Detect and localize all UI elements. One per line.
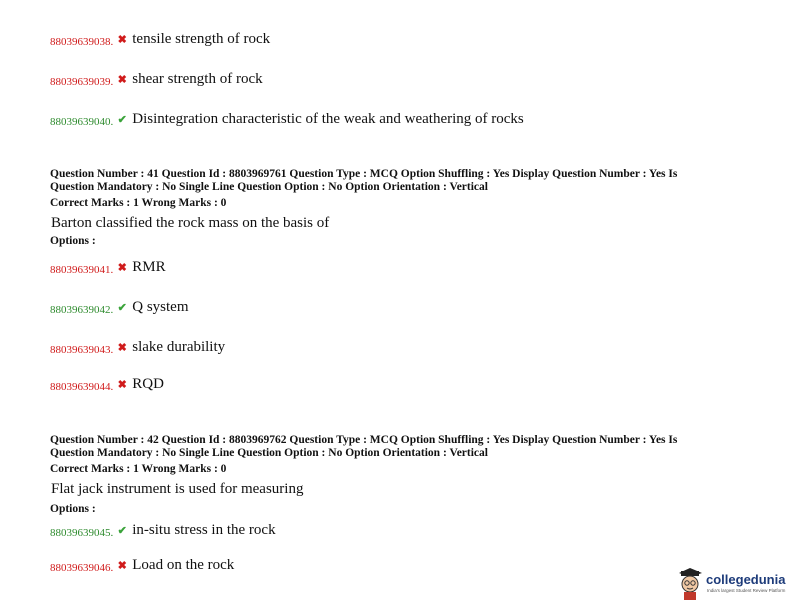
option-text: RQD — [132, 376, 164, 392]
mascot-icon — [678, 568, 704, 602]
question-meta — [50, 168, 750, 210]
question-meta-line: Question Mandatory : No Single Line Question Option : No Option Orientation : Vertical — [50, 447, 488, 459]
brand-tagline: India's largest Student Review Platform — [707, 588, 786, 593]
option-id: 88039639046. — [50, 562, 114, 574]
option-row — [50, 521, 276, 539]
option-row — [50, 298, 189, 316]
brand-name: collegedunia — [706, 572, 786, 587]
option-row — [50, 556, 234, 574]
question-text: Barton classified the rock mass on the basis of — [51, 215, 330, 231]
option-row — [50, 338, 225, 356]
option-text: Disintegration characteristic of the weak and weathering of rocks — [132, 111, 524, 127]
option-id: 88039639039. — [50, 76, 114, 88]
option-row — [50, 30, 270, 48]
cross-icon: ✖ — [117, 74, 127, 86]
question-meta-line: Question Mandatory : No Single Line Question Option : No Option Orientation : Vertical — [50, 181, 488, 193]
check-icon: ✔ — [117, 114, 127, 126]
collegedunia-logo — [678, 568, 788, 604]
cross-icon: ✖ — [117, 379, 127, 391]
option-id: 88039639040. — [50, 116, 114, 128]
options-label: Options : — [50, 235, 96, 247]
option-id: 88039639042. — [50, 304, 114, 316]
option-text: slake durability — [132, 339, 226, 355]
option-text: tensile strength of rock — [132, 31, 271, 47]
question-marks: Correct Marks : 1 Wrong Marks : 0 — [50, 197, 227, 209]
option-id: 88039639038. — [50, 36, 114, 48]
cross-icon: ✖ — [117, 34, 127, 46]
option-text: in-situ stress in the rock — [132, 522, 276, 538]
option-text: Load on the rock — [132, 557, 235, 573]
option-id: 88039639045. — [50, 527, 114, 539]
cross-icon: ✖ — [117, 560, 127, 572]
question-marks: Correct Marks : 1 Wrong Marks : 0 — [50, 463, 227, 475]
option-text: RMR — [132, 259, 166, 275]
cross-icon: ✖ — [117, 262, 127, 274]
option-id: 88039639041. — [50, 264, 114, 276]
question-meta-line: Question Number : 42 Question Id : 8803969762 Question Type : MCQ Option Shuffling : Yes Display Question Number : Yes Is — [50, 434, 678, 446]
option-row — [50, 258, 166, 276]
question-meta — [50, 434, 750, 476]
option-row — [50, 70, 263, 88]
check-icon: ✔ — [117, 302, 127, 314]
option-text: shear strength of rock — [132, 71, 263, 87]
option-row — [50, 375, 164, 393]
check-icon: ✔ — [117, 525, 127, 537]
question-text: Flat jack instrument is used for measuring — [51, 481, 304, 497]
cross-icon: ✖ — [117, 342, 127, 354]
options-label: Options : — [50, 503, 96, 515]
option-text: Q system — [132, 299, 189, 315]
option-row — [50, 110, 524, 128]
option-id: 88039639043. — [50, 344, 114, 356]
question-meta-line: Question Number : 41 Question Id : 8803969761 Question Type : MCQ Option Shuffling : Yes Display Question Number : Yes Is — [50, 168, 678, 180]
option-id: 88039639044. — [50, 381, 114, 393]
